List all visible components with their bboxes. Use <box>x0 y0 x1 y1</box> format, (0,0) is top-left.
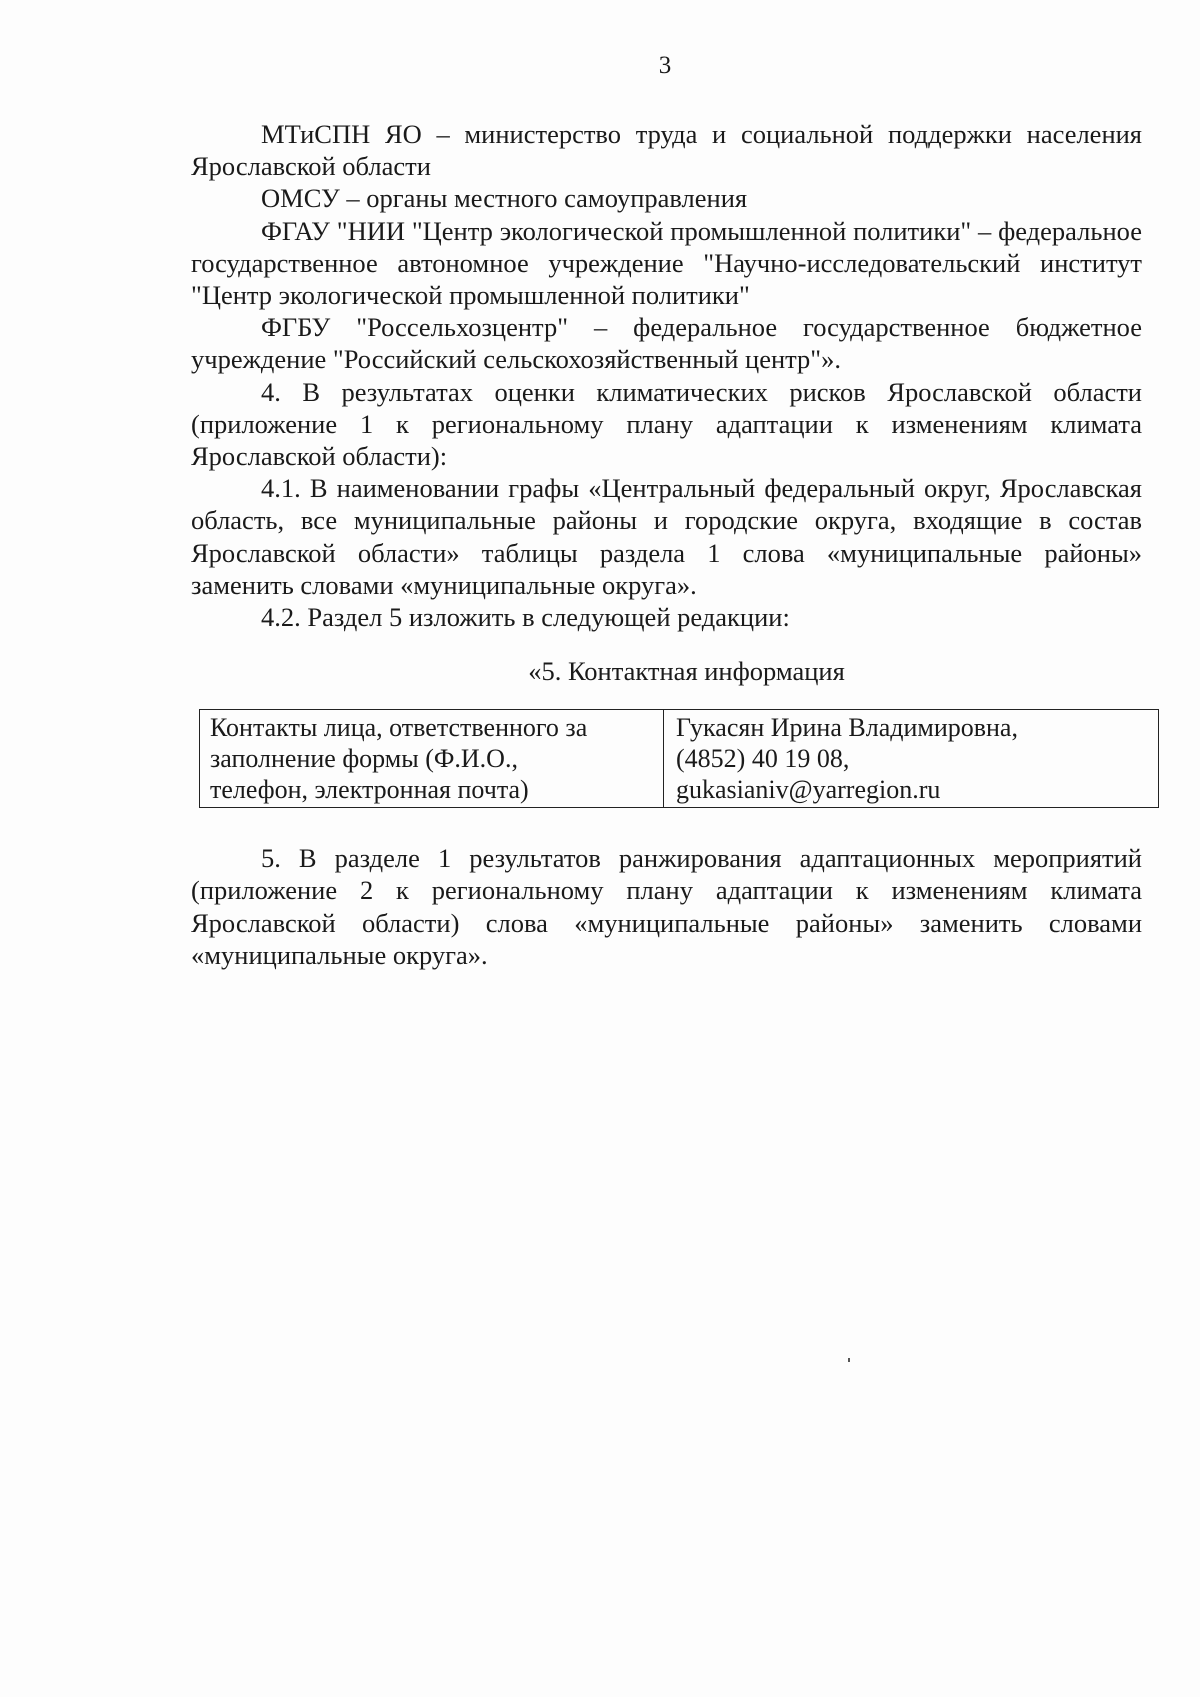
item-4-2: 4.2. Раздел 5 изложить в следующей редакции: <box>261 602 790 633</box>
document-body <box>191 118 1142 971</box>
abbreviation-fgbu: ФГБУ "Россельхозцентр" – федеральное государственное бюджетное учреждение "Российский сельскохозяйственный центр"». <box>191 312 1142 375</box>
contact-label-line: телефон, электронная почта) <box>210 775 529 805</box>
scan-speck <box>848 1358 850 1362</box>
abbreviation-omsu: ОМСУ – органы местного самоуправления <box>261 183 748 214</box>
page-number: 3 <box>658 52 672 79</box>
contact-value-cell <box>664 710 1159 808</box>
contact-name: Гукасян Ирина Владимировна, <box>676 713 1018 743</box>
section-title: «5. Контактная информация <box>528 656 845 687</box>
contact-table <box>199 709 1159 808</box>
item-4-1: 4.1. В наименовании графы «Центральный федеральный округ, Ярославская область, все муниципальные районы и городские округа, входящие в состав Ярославской области» таблицы раздела 1 слова «муниципальные районы» заменить словами «муниципальные округа». <box>191 473 1142 600</box>
item-4: 4. В результатах оценки климатических рисков Ярославской области (приложение 1 к региональному плану адаптации к изменениям климата Ярославской области): <box>191 376 1142 472</box>
abbreviation-mtispn: МТиСПН ЯО – министерство труда и социальной поддержки населения Ярославской области <box>191 119 1142 182</box>
item-5: 5. В разделе 1 результатов ранжирования адаптационных мероприятий (приложение 2 к региональному плану адаптации к изменениям климата Ярославской области) слова «муниципальные районы» заменить словами «муниципальные округа». <box>191 843 1142 970</box>
contact-email: gukasianiv@yarregion.ru <box>676 775 941 805</box>
contact-label-cell <box>200 710 664 808</box>
abbreviation-fgau: ФГАУ "НИИ "Центр экологической промышленной политики" – федеральное государственное автономное учреждение "Научно-исследовательский институт "Центр экологической промышленной политики" <box>191 215 1142 311</box>
contact-label-line: Контакты лица, ответственного за <box>210 713 588 743</box>
table-row <box>200 710 1159 808</box>
contact-label-line: заполнение формы (Ф.И.О., <box>210 744 518 774</box>
contact-phone: (4852) 40 19 08, <box>676 744 850 774</box>
